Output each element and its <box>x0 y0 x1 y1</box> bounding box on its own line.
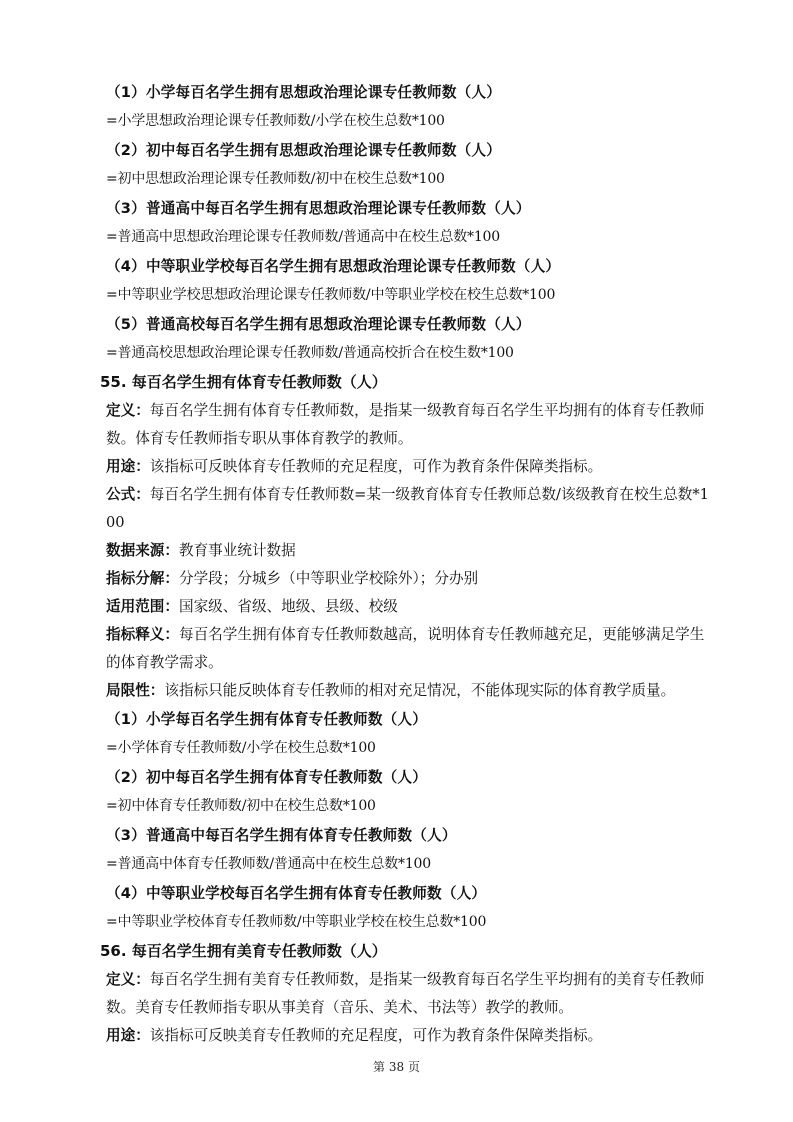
top-item-5-formula: =普通高校思想政治理论课专任教师数/普通高校折合在校生数*100 <box>106 345 514 361</box>
top-item-5-title: （5）普通高校每百名学生拥有思想政治理论课专任教师数（人） <box>106 316 531 333</box>
formula-text: 每百名学生拥有体育专任教师数=某一级教育体育专任教师总数/该级教育在校生总数*100 <box>106 486 709 531</box>
source-label: 数据来源： <box>106 542 179 559</box>
definition-label: 定义： <box>106 971 150 988</box>
section-55-item-3-formula: =普通高中体育专任教师数/普通高中在校生总数*100 <box>106 856 431 872</box>
section-55-item-1-title: （1）小学每百名学生拥有体育专任教师数（人） <box>106 711 428 728</box>
top-item-3-title: （3）普通高中每百名学生拥有思想政治理论课专任教师数（人） <box>106 200 531 217</box>
section-55-item-2-title: （2）初中每百名学生拥有体育专任教师数（人） <box>106 769 428 786</box>
section-55-scope <box>106 593 716 621</box>
section-56-usage <box>106 1022 716 1050</box>
limitation-text: 该指标只能反映体育专任教师的相对充足情况，不能体现实际的体育教学质量。 <box>164 682 676 699</box>
definition-label: 定义： <box>106 402 150 419</box>
section-55-heading: 55. 每百名学生拥有体育专任教师数（人） <box>100 373 387 391</box>
top-item-4-title: （4）中等职业学校每百名学生拥有思想政治理论课专任教师数（人） <box>106 258 561 275</box>
section-55-item-4-formula: =中等职业学校体育专任教师数/中等职业学校在校生总数*100 <box>106 914 487 930</box>
source-text: 教育事业统计数据 <box>178 542 296 559</box>
section-55-item-4-title: （4）中等职业学校每百名学生拥有体育专任教师数（人） <box>106 885 487 902</box>
section-56-definition <box>106 966 716 1022</box>
usage-label: 用途： <box>106 1027 150 1044</box>
usage-text: 该指标可反映美育专任教师的充足程度，可作为教育条件保障类指标。 <box>149 1027 603 1044</box>
section-56-heading: 56. 每百名学生拥有美育专任教师数（人） <box>100 942 387 960</box>
section-55-source <box>106 537 716 565</box>
section-55-item-2-formula: =初中体育专任教师数/初中在校生总数*100 <box>106 798 376 814</box>
section-55-usage <box>106 453 716 481</box>
definition-text: 每百名学生拥有美育专任教师数，是指某一级教育每百名学生平均拥有的美育专任教师数。美育专任教师指专职从事美育（音乐、美术、书法等）教学的教师。 <box>106 971 705 1016</box>
top-item-2-title: （2）初中每百名学生拥有思想政治理论课专任教师数（人） <box>106 142 501 159</box>
usage-label: 用途： <box>106 458 150 475</box>
breakdown-text: 分学段；分城乡（中等职业学校除外）；分办别 <box>178 570 479 587</box>
top-item-1-formula: =小学思想政治理论课专任教师数/小学在校生总数*100 <box>106 113 445 129</box>
top-item-2-formula: =初中思想政治理论课专任教师数/初中在校生总数*100 <box>106 171 445 187</box>
limitation-label: 局限性： <box>106 682 165 699</box>
interpretation-label: 指标释义： <box>106 626 179 643</box>
section-55-limitation <box>106 677 716 705</box>
section-55-definition <box>106 397 716 453</box>
section-55-item-1-formula: =小学体育专任教师数/小学在校生总数*100 <box>106 740 376 756</box>
page-number: 第 38 页 <box>373 1060 420 1074</box>
top-item-4-formula: =中等职业学校思想政治理论课专任教师数/中等职业学校在校生总数*100 <box>106 287 556 303</box>
document-page <box>100 78 716 1050</box>
formula-label: 公式： <box>106 486 150 503</box>
section-55-formula <box>106 481 716 537</box>
section-55-interpretation <box>106 621 716 677</box>
usage-text: 该指标可反映体育专任教师的充足程度，可作为教育条件保障类指标。 <box>149 458 603 475</box>
top-item-3-formula: =普通高中思想政治理论课专任教师数/普通高中在校生总数*100 <box>106 229 500 245</box>
top-item-1-title: （1）小学每百名学生拥有思想政治理论课专任教师数（人） <box>106 84 501 101</box>
scope-text: 国家级、省级、地级、县级、校级 <box>178 598 398 615</box>
section-55-breakdown <box>106 565 716 593</box>
definition-text: 每百名学生拥有体育专任教师数，是指某一级教育每百名学生平均拥有的体育专任教师数。体育专任教师指专职从事体育教学的教师。 <box>106 402 705 447</box>
scope-label: 适用范围： <box>106 598 179 615</box>
interpretation-text: 每百名学生拥有体育专任教师数越高，说明体育专任教师越充足，更能够满足学生的体育教学需求。 <box>106 626 705 671</box>
breakdown-label: 指标分解： <box>106 570 179 587</box>
section-55-item-3-title: （3）普通高中每百名学生拥有体育专任教师数（人） <box>106 827 457 844</box>
